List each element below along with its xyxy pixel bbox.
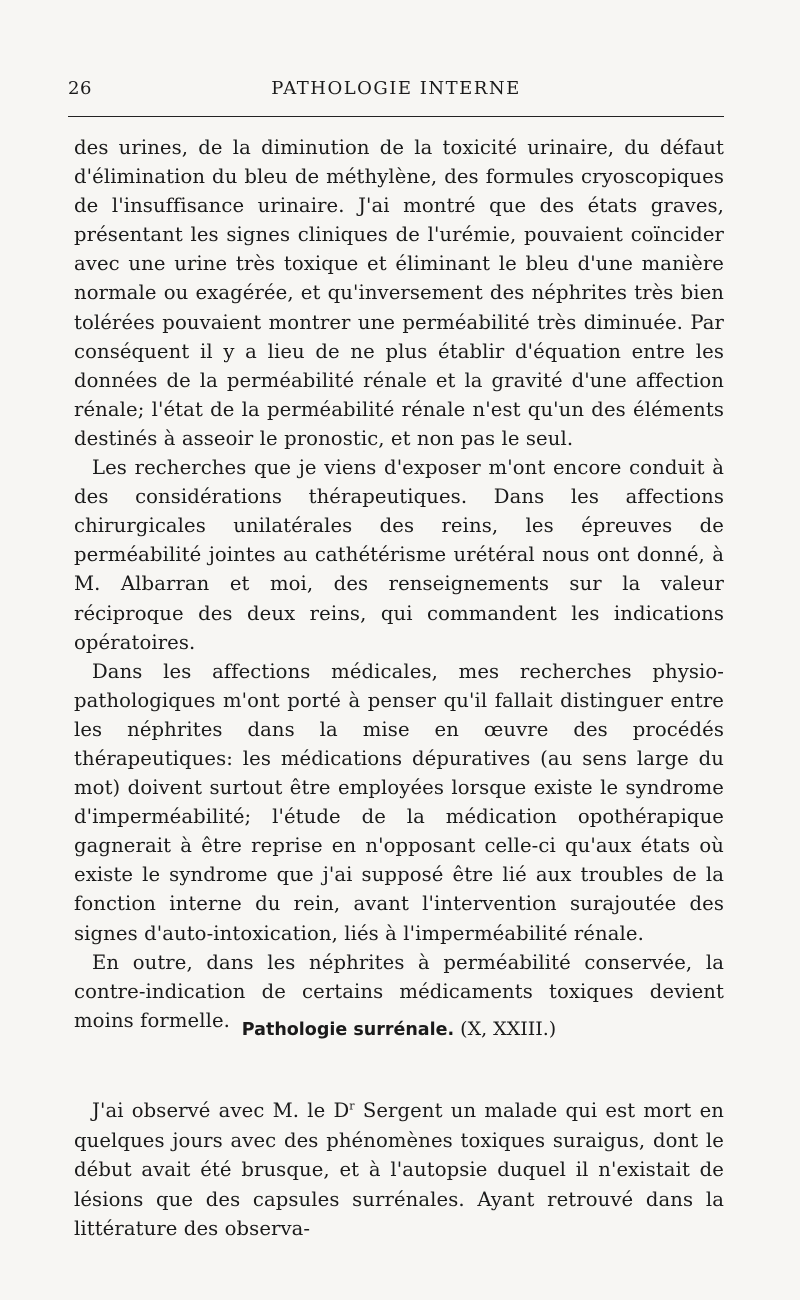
paragraph: Les recherches que je viens d'exposer m'ont encore conduit à des considérations thérapeutiques. Dans les affections chirurgicales unilatérales des reins, les épreuves de perméabilité jointes au cathétérisme urétéral nous ont donné, à M. Albarran et moi, des renseignements sur la valeur réciproque des deux reins, qui commandent les indications opératoires. bbox=[74, 456, 724, 654]
page-number: 26 bbox=[68, 78, 92, 99]
paragraph: En outre, dans les néphrites à perméabilité conservée, la contre-indication de certains médicaments toxiques devient moins formelle. bbox=[74, 950, 724, 1032]
paragraph bbox=[74, 1096, 724, 1244]
page-header bbox=[68, 74, 724, 104]
paragraph: Dans les affections médicales, mes recherches physio-pathologiques m'ont porté à penser qu'il fallait distinguer entre les néphrites dans la mise en œuvre des procédés thérapeutiques: les médications dépuratives (au sens large du mot) doivent surtout être employées lorsque existe le syndrome d'imperméabilité; l'étude de la médication opothérapique gagnerait à être reprise en n'opposant celle-ci qu'aux états où existe le syndrome que j'ai supposé être lié aux troubles de la fonction interne du rein, avant l'intervention surajoutée des signes d'auto-intoxication, liés à l'imperméabilité rénale. bbox=[74, 659, 724, 945]
body-text bbox=[74, 133, 724, 1035]
running-head: PATHOLOGIE INTERNE bbox=[271, 78, 521, 99]
superscript: r bbox=[349, 1099, 355, 1113]
header-rule bbox=[68, 116, 724, 117]
paragraph-text-end: Sergent un malade qui est mort en quelques jours avec des phénomènes toxiques suraigus, dont le début avait été brusque, et à l'autopsie duquel il n'existait de lésions que des capsules surrénales. Ayant retrouvé dans la littérature des observa- bbox=[74, 1099, 724, 1240]
section-heading bbox=[74, 1016, 724, 1043]
section-body-text bbox=[74, 1096, 724, 1244]
paragraph: des urines, de la diminution de la toxicité urinaire, du défaut d'élimination du bleu de méthylène, des formules cryoscopiques de l'insuffisance urinaire. J'ai montré que des états graves, présentant les signes cliniques de l'urémie, pouvaient coïncider avec une urine très toxique et éliminant le bleu d'une manière normale ou exagérée, et qu'inversement des néphrites très bien tolérées pouvaient montrer une perméabilité très diminuée. Par conséquent il y a lieu de ne plus établir d'équation entre les données de la perméabilité rénale et la gravité d'une affection rénale; l'état de la perméabilité rénale n'est qu'un des éléments destinés à asseoir le pronostic, et non pas le seul. bbox=[74, 136, 724, 450]
paragraph-text-start: J'ai observé avec M. le D bbox=[92, 1099, 350, 1122]
section-reference: (X, XXIII.) bbox=[460, 1018, 557, 1040]
section-title: Pathologie surrénale. bbox=[241, 1020, 455, 1040]
